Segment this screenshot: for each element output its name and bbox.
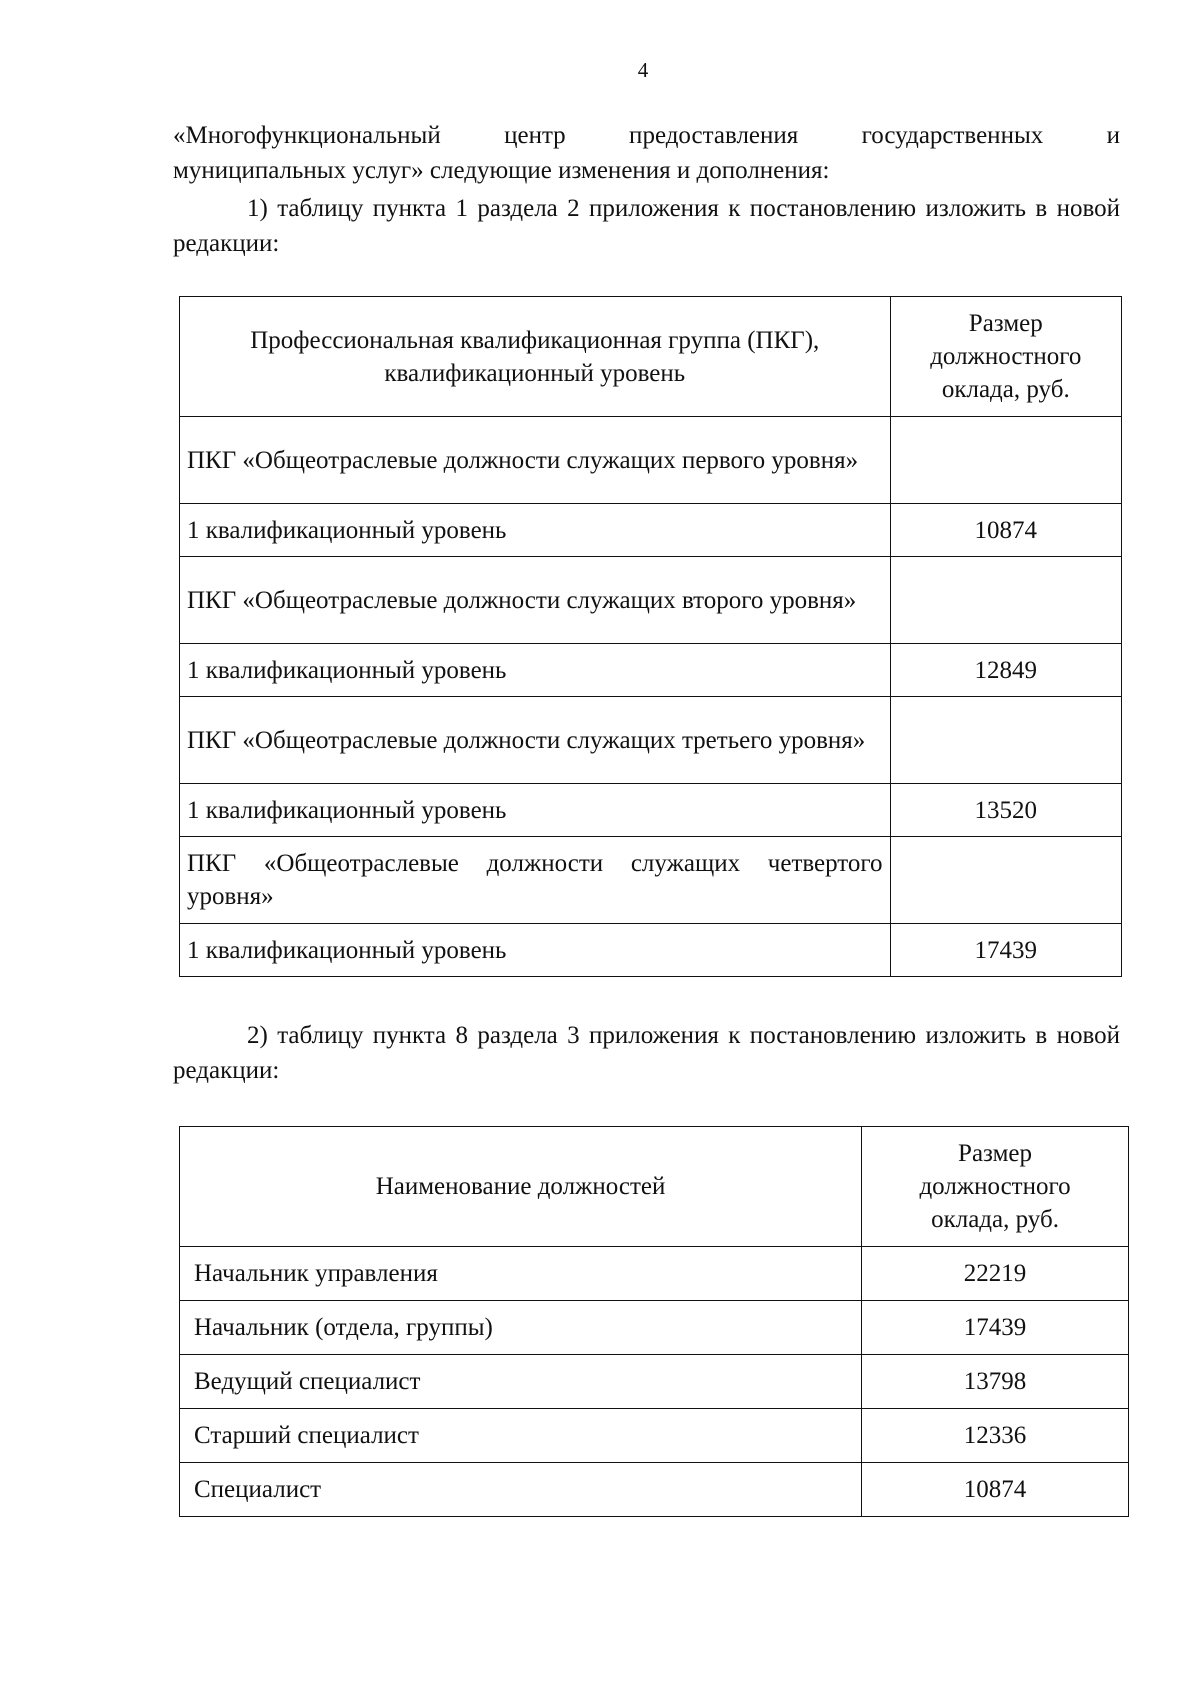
salary-cell: 12336: [862, 1409, 1129, 1463]
table-row: [180, 1247, 1129, 1301]
page-number: 4: [637, 58, 649, 82]
qualification-level-cell: 1 квалификационный уровень: [180, 504, 891, 557]
salary-cell: 17439: [890, 924, 1121, 977]
salary-cell: 13798: [862, 1355, 1129, 1409]
column-header-salary: Размер должностного оклада, руб.: [862, 1127, 1129, 1247]
pkg-group-cell: ПКГ «Общеотраслевые должности служащих четвертого уровня»: [180, 837, 891, 924]
empty-cell: [890, 697, 1121, 784]
empty-cell: [890, 837, 1121, 924]
column-header-position: Наименование должностей: [180, 1127, 862, 1247]
position-name-cell: Начальник управления: [180, 1247, 862, 1301]
position-name-cell: Специалист: [180, 1463, 862, 1517]
salary-table-pkg: [179, 296, 1122, 977]
salary-cell: 10874: [890, 504, 1121, 557]
intro-line-1: «Многофункциональный центр предоставления государственных и: [173, 122, 1120, 149]
pkg-group-cell: ПКГ «Общеотраслевые должности служащих первого уровня»: [180, 417, 891, 504]
empty-cell: [890, 417, 1121, 504]
table-row: [180, 504, 1122, 557]
position-name-cell: Ведущий специалист: [180, 1355, 862, 1409]
salary-cell: 12849: [890, 644, 1121, 697]
qualification-level-cell: 1 квалификационный уровень: [180, 924, 891, 977]
table-header-row: [180, 1127, 1129, 1247]
table-header-row: [180, 297, 1122, 417]
table-row: [180, 784, 1122, 837]
table-group-row: [180, 557, 1122, 644]
column-header-pkg: Профессиональная квалификационная группа (ПКГ), квалификационный уровень: [180, 297, 891, 417]
table-group-row: [180, 697, 1122, 784]
table-row: [180, 924, 1122, 977]
salary-cell: 10874: [862, 1463, 1129, 1517]
position-name-cell: Начальник (отдела, группы): [180, 1301, 862, 1355]
salary-cell: 22219: [862, 1247, 1129, 1301]
position-name-cell: Старший специалист: [180, 1409, 862, 1463]
salary-table-positions: [179, 1126, 1129, 1517]
intro-line-2: муниципальных услуг» следующие изменения и дополнения:: [173, 157, 830, 184]
table-row: [180, 1463, 1129, 1517]
table-row: [180, 1301, 1129, 1355]
pkg-group-cell: ПКГ «Общеотраслевые должности служащих третьего уровня»: [180, 697, 891, 784]
table-row: [180, 1355, 1129, 1409]
table-row: [180, 644, 1122, 697]
salary-cell: 17439: [862, 1301, 1129, 1355]
empty-cell: [890, 557, 1121, 644]
table-group-row: [180, 837, 1122, 924]
qualification-level-cell: 1 квалификационный уровень: [180, 644, 891, 697]
salary-cell: 13520: [890, 784, 1121, 837]
column-header-salary: Размер должностного оклада, руб.: [890, 297, 1121, 417]
qualification-level-cell: 1 квалификационный уровень: [180, 784, 891, 837]
table-group-row: [180, 417, 1122, 504]
intro-paragraph: [173, 118, 1120, 188]
table-row: [180, 1409, 1129, 1463]
item-1-paragraph: 1) таблицу пункта 1 раздела 2 приложения к постановлению изложить в новой редакции:: [173, 195, 1120, 257]
pkg-group-cell: ПКГ «Общеотраслевые должности служащих второго уровня»: [180, 557, 891, 644]
item-2-paragraph: 2) таблицу пункта 8 раздела 3 приложения к постановлению изложить в новой редакции:: [173, 1022, 1120, 1084]
